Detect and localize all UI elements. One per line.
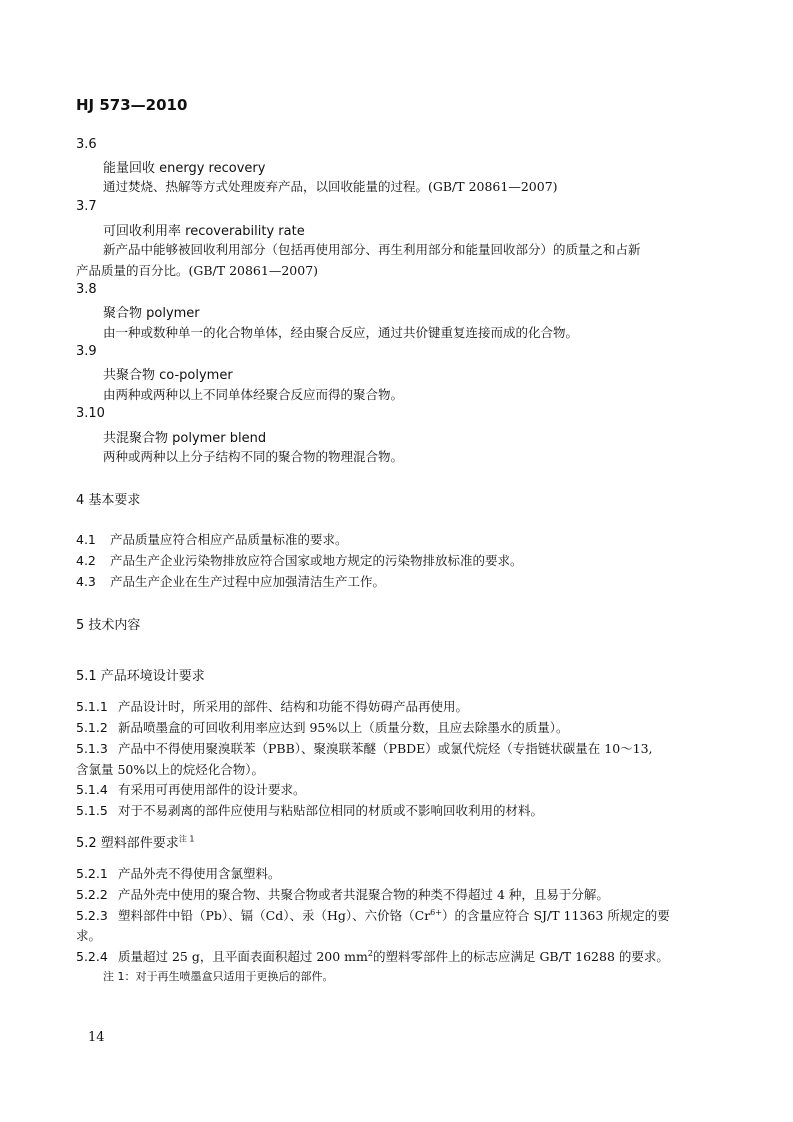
clause-number: 3.10 (76, 406, 105, 421)
definition-text: 由一种或数种单一的化合物单体，经由聚合反应，通过共价键重复连接而成的化合物。 (103, 325, 579, 340)
footnote: 注 1：对于再生喷墨盒只适用于更换后的部件。 (103, 970, 334, 983)
term-title: 可回收利用率 recoverability rate (103, 224, 305, 239)
definition-text: 由两种或两种以上不同单体经聚合反应而得的聚合物。 (103, 387, 404, 402)
term-title: 共聚合物 co-polymer (103, 368, 233, 383)
term-title: 共混聚合物 polymer blend (103, 431, 267, 446)
clause-number: 3.8 (76, 282, 97, 297)
clause-4-2: 4.2 产品生产企业污染物排放应符合国家或地方规定的污染物排放标准的要求。 (76, 553, 523, 568)
definition-text-cont: 产品质量的百分比。(GB/T 20861—2007) (76, 263, 319, 278)
clause-5-1-3: 5.1.3 产品中不得使用聚溴联苯（PBB）、聚溴联苯醚（PBDE）或氯代烷烃（专指链状碳量在 10～13, (76, 741, 653, 756)
clause-5-1-5: 5.1.5 对于不易剥离的部件应使用与粘贴部位相同的材质或不影响回收利用的材料。 (76, 803, 544, 818)
subsection-5-1-title: 5.1 产品环境设计要求 (76, 669, 205, 684)
clause-5-2-3-cont: 求。 (76, 928, 102, 943)
clause-5-2-2: 5.2.2 产品外壳中使用的聚合物、共聚合物或者共混聚合物的种类不得超过 4 种，且易于分解。 (76, 887, 609, 902)
clause-5-2-4: 5.2.4 质量超过 25 g，且平面表面积超过 200 $mm^2$的塑料零部件上的标志应满足 GB/T 16288 的要求。 (76, 948, 669, 964)
clause-5-1-1: 5.1.1 产品设计时，所采用的部件、结构和功能不得妨碍产品再使用。 (76, 699, 469, 714)
clause-4-3: 4.3 产品生产企业在生产过程中应加强清洁生产工作。 (76, 574, 386, 589)
clause-5-2-3: 5.2.3 塑料部件中铅（Pb）、镉（Cd）、汞（Hg）、六价铬$(Cr^{6+})$的含量应符合 SJ/T 11363 所规定的要 (76, 907, 670, 923)
clause-number: 3.6 (76, 137, 97, 152)
term-title: 能量回收 energy recovery (103, 161, 266, 176)
definition-text: 新产品中能够被回收利用部分（包括再使用部分、再生利用部分和能量回收部分）的质量之和占新 (103, 242, 641, 257)
clause-5-2-1: 5.2.1 产品外壳不得使用含氯塑料。 (76, 866, 281, 881)
footnote-ref: 注 1 (178, 834, 195, 844)
document-code: HJ 573—2010 (76, 96, 188, 114)
term-title: 聚合物 polymer (103, 306, 200, 321)
clause-5-1-3-cont: 含氯量 50%以上的烷烃化合物）。 (76, 762, 265, 777)
section-5-title: 5 技术内容 (76, 618, 141, 633)
clause-5-1-4: 5.1.4 有采用可再使用部件的设计要求。 (76, 782, 306, 797)
clause-number: 3.9 (76, 344, 97, 359)
clause-4-1: 4.1 产品质量应符合相应产品质量标准的要求。 (76, 532, 348, 547)
section-4-title: 4 基本要求 (76, 493, 141, 508)
clause-number: 3.7 (76, 199, 97, 214)
subsection-5-2-title: 5.2 塑料部件要求$^{注 1}$ (76, 834, 195, 851)
definition-text: 两种或两种以上分子结构不同的聚合物的物理混合物。 (103, 449, 404, 464)
clause-5-1-2: 5.1.2 新品喷墨盒的可回收利用率应达到 95%以上（质量分数，且应去除墨水的质量）。 (76, 720, 569, 735)
definition-text: 通过焚烧、热解等方式处理废弃产品，以回收能量的过程。(GB/T 20861—2007) (103, 179, 558, 194)
page-number: 14 (88, 1030, 105, 1045)
